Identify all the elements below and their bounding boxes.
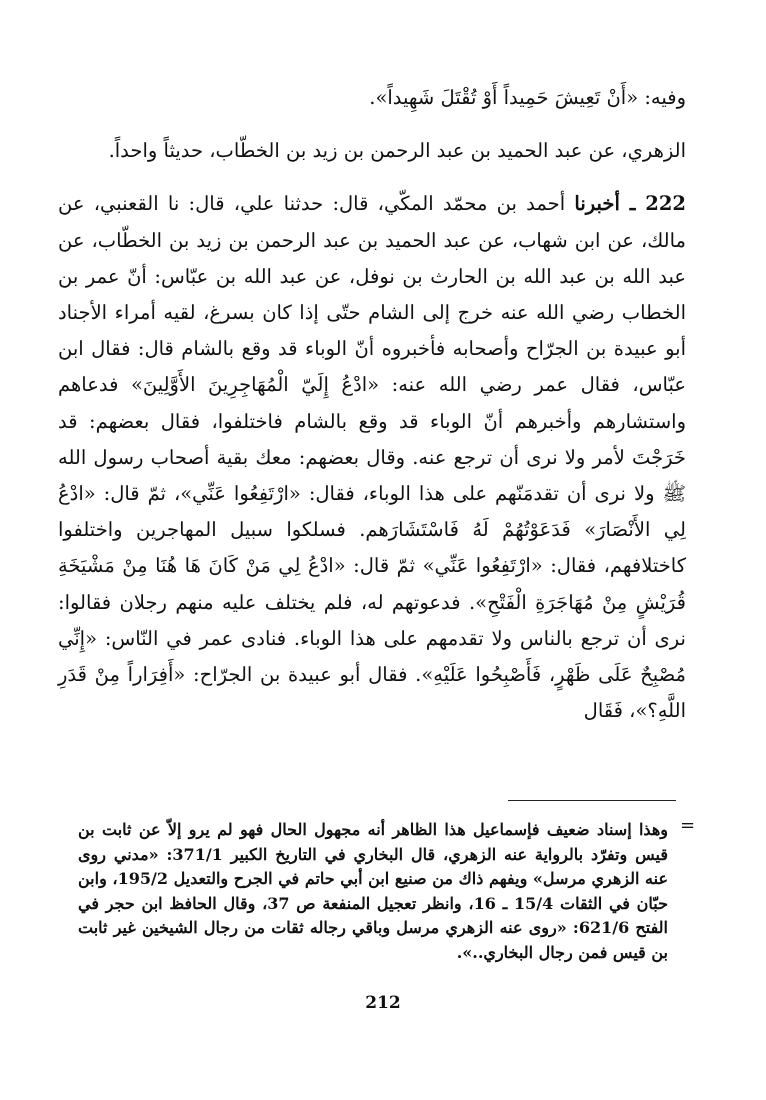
footnote-divider	[508, 800, 676, 801]
paragraph-narration: الزهري، عن عبد الحميد بن عبد الرحمن بن زيد بن الخطّاب، حديثاً واحداً.	[108, 139, 686, 163]
paragraph-quote: وفيه: «أَنْ تَعِيشَ حَمِيداً أَوْ تُقْتَلَ شَهِيداً».	[369, 86, 686, 109]
hadith-dash: ـ	[619, 192, 646, 216]
footnote	[78, 818, 668, 965]
main-text	[58, 80, 686, 729]
page-number: 212	[365, 993, 401, 1013]
hadith-paragraph	[58, 186, 686, 729]
hadith-lead: أخبرنا	[574, 192, 620, 216]
hadith-number: 222	[645, 192, 686, 216]
footnote-text: وهذا إسناد ضعيف فإسماعيل هذا الظاهر أنه مجهول الحال فهو لم يرو إلاّ عن ثابت بن قيس وتفرّد بالرواية عنه الزهري، قال البخاري في التاريخ الكبير 371/1: «مدني روى عنه الزهري مرسل» ويفهم ذاك من صنيع ابن أبي حاتم في الجرح والتعديل 195/2، وابن حبّان في الثقات 15/4 ـ 16، وانظر تعجيل المنفعة ص 37، وقال الحافظ ابن حجر في الفتح 621/6: «روى عنه الزهري مرسل وباقي رجاله ثقات من رجال الشيخين غير ثابت بن قيس فمن رجال البخاري..».	[78, 820, 669, 962]
footnote-continuation-marker: =	[680, 815, 696, 836]
hadith-text: أحمد بن محمّد المكّي، قال: حدثنا علي، قال: نا القعنبي، عن مالك، عن ابن شهاب، عن عبد الحميد بن عبد الرحمن بن زيد بن الخطّاب، عن عبد الله بن عبد الله بن الحارث بن نوفل، عن عبد الله بن عبّاس: أنّ عمر بن الخطاب رضي الله عنه خرج إلى الشام حتّى إذا كان بسرغ، لقيه أمراء الأجناد أبو عبيدة بن الجرّاح وأصحابه فأخبروه أنّ الوباء قد وقع بالشام قال: فقال ابن عبّاس، فقال عمر رضي الله عنه: «ادْعُ إِلَيّ الْمُهَاجِرِينَ الأَوَّلِينَ» فدعاهم واستشارهم وأخبرهم أنّ الوباء قد وقع بالشام فاختلفوا، فقال بعضهم: قد خَرَجْتَ لأمر ولا نرى أن ترجع عنه. وقال بعضهم: معك بقية أصحاب رسول الله ﷺ ولا نرى أن تقدمَنّهم على هذا الوباء، فقال: «ارْتَفِعُوا عَنِّي»، ثمّ قال: «ادْعُ لِي الأَنْصَارَ» فَدَعَوْتُهُمْ لَهُ فَاسْتَشَارَهم. فسلكوا سبيل المهاجرين واختلفوا كاختلافهم، فقال: «ارْتَفِعُوا عَنِّي» ثمّ قال: «ادْعُ لِي مَنْ كَانَ هَا هُنَا مِنْ مَشْيَخَةِ قُرَيْشٍ مِنْ مُهَاجَرَةِ الْفَتْحِ». فدعوتهم له، فلم يختلف عليه منهم رجلان فقالوا: نرى أن ترجع بالناس ولا تقدمهم على هذا الوباء. فنادى عمر في النّاس: «إِنِّي مُصْبِحٌ عَلَى ظَهْرٍ، فَأَصْبِحُوا عَلَيْهِ». فقال أبو عبيدة بن الجرّاح: «أَفِرَاراً مِنْ قَدَرِ اللَّهِ؟»، فَقَال	[58, 192, 686, 723]
